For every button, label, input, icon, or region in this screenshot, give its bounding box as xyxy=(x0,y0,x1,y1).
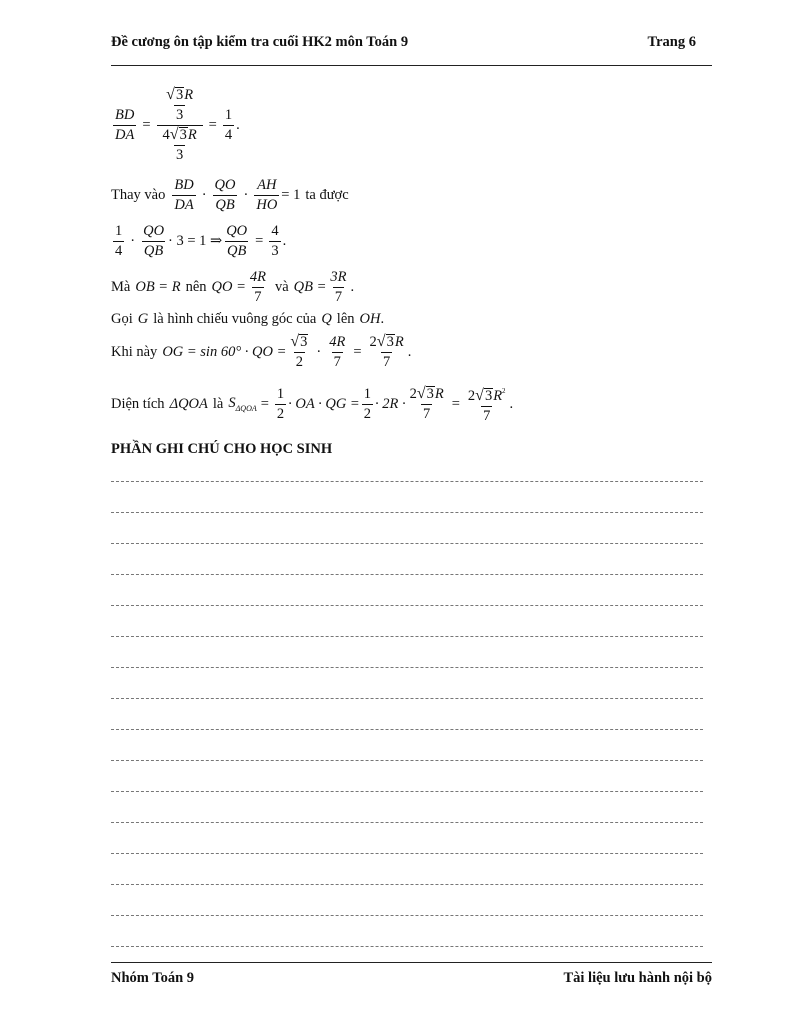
document-title: Đề cương ôn tập kiểm tra cuối HK2 môn Toán 9 xyxy=(111,34,409,50)
note-line xyxy=(111,667,703,668)
text-projection: Gọi G là hình chiếu vuông góc của Q lên OH . xyxy=(111,311,385,327)
note-line xyxy=(111,605,703,606)
note-line xyxy=(111,853,703,854)
footer-divider xyxy=(111,962,712,963)
equation-qo-qb-values: Mà OB = R nên QO = $\frac{4R}{7}$ và QB = $\frac{3R}{7}$ . xyxy=(111,269,355,305)
note-line xyxy=(111,698,703,699)
equation-og: Khi này OG = sin 60° · QO = √ 3 2 · $\frac{4R}{7}$ = 2 √ 3 R 7 . xyxy=(111,333,412,370)
note-line xyxy=(111,946,703,947)
note-line xyxy=(111,481,703,482)
note-line xyxy=(111,636,703,637)
note-line xyxy=(111,543,703,544)
page-number: Trang 6 xyxy=(647,34,696,50)
fraction-bd-da: $\frac{BD}{DA}$ xyxy=(115,107,135,143)
notes-section-title: PHẦN GHI CHÚ CHO HỌC SINH xyxy=(111,441,333,457)
footer-note: Tài liệu lưu hành nội bộ xyxy=(563,970,712,986)
footer-group-name: Nhóm Toán 9 xyxy=(111,970,195,986)
compound-fraction: √ 3 R 3 4 √ 3 R 3 xyxy=(157,86,203,165)
note-line xyxy=(111,574,703,575)
equation-ratio-bd-da: $\frac{BD}{DA}$ = √ 3 R 3 4 √ 3 R 3 = $\frac{1}{4}$ . xyxy=(115,86,240,163)
note-line xyxy=(111,760,703,761)
equation-area-qoa: Diện tích ΔQOA là $S_{\Delta QOA}$ = $\frac{1}{2}$ · OA · QG = $\frac{1}{2}$ · 2R · 2 √ 3 R 7 = 2 √ 3 $R^2$ 7 . xyxy=(111,384,514,424)
note-line xyxy=(111,791,703,792)
page-footer xyxy=(111,970,712,990)
note-line xyxy=(111,915,703,916)
page-header xyxy=(111,34,712,54)
header-divider xyxy=(111,65,712,66)
note-line xyxy=(111,822,703,823)
note-line xyxy=(111,729,703,730)
fraction-one-quarter: $\frac{1}{4}$ xyxy=(224,107,233,143)
equation-substitute: Thay vào $\frac{BD}{DA}$ · $\frac{QO}{QB}$ · $\frac{AH}{HO}$ = 1 ta được xyxy=(111,177,349,213)
note-line xyxy=(111,884,703,885)
equation-qo-qb: $\frac{1}{4}$ · $\frac{QO}{QB}$ · 3 = 1 ⇒ $\frac{QO}{QB}$ = $\frac{4}{3}$ . xyxy=(115,223,287,259)
note-line xyxy=(111,512,703,513)
